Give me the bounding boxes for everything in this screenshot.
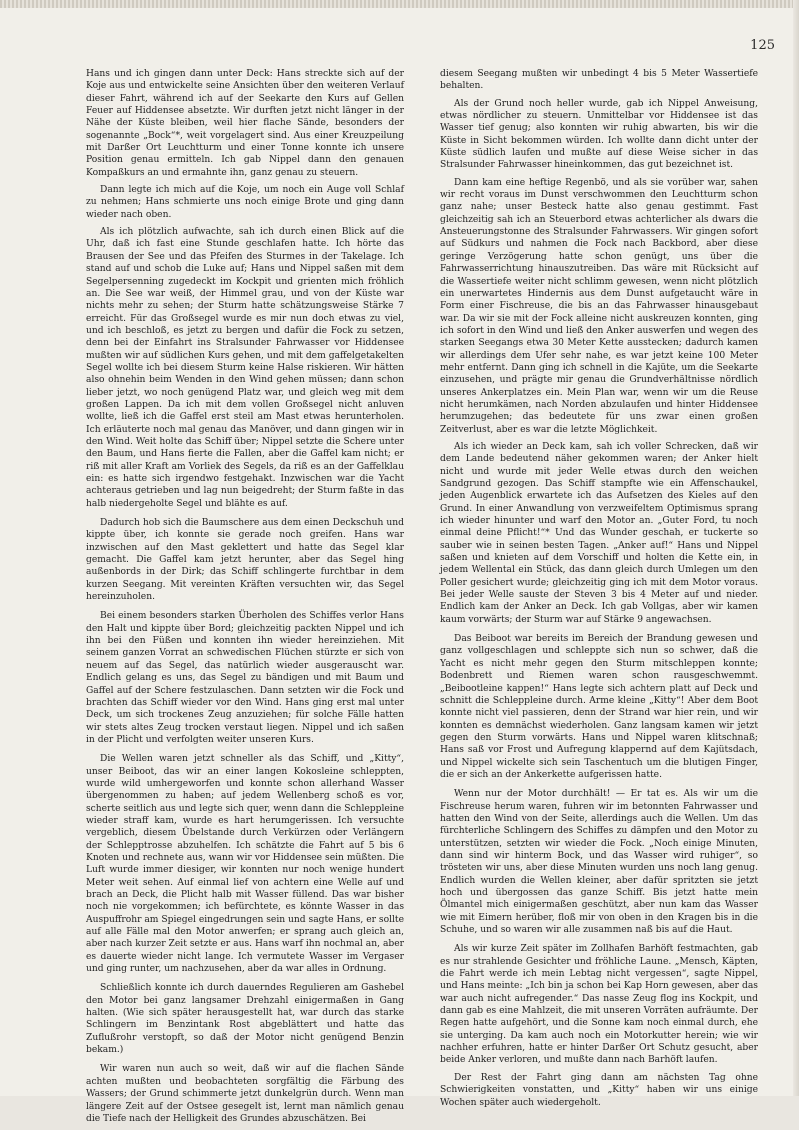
right-column	[440, 68, 758, 1114]
page-number: 125	[750, 38, 775, 53]
paragraph: Die Wellen waren jetzt schneller als das Schiff, und „Kitty“, unser Beiboot, das wir an einer langen Kokosleine schleppten, wurde wild umhergeworfen und konnte schon allerhand Wasser übergenommen zu haben; auf jedem Wellenberg schoß es vor, scherte seitlich aus und legte sich quer, wenn dann die Schleppleine wieder straff kam, wurde es hart herumgerissen. Ich versuchte vergeblich, diesem Übelstande durch Verkürzen oder Verlängern der Schlepptrosse abzuhelfen. Ich schätzte die Fahrt auf 5 bis 6 Knoten und rechnete aus, wann wir vor Hiddensee sein müßten. Die Luft wurde immer diesiger, wir konnten nur noch wenige hundert Meter weit sehen. Auf einmal lief von achtern eine Welle auf und brach an Deck, die Plicht halb mit Wasser füllend. Das war bisher noch nie vorgekommen; ich befürchtete, es könnte Wasser in das Auspuffrohr am Spiegel eingedrungen sein und sagte Hans, er sollte auf alle Fälle mal den Motor anwerfen; er sprang auch gleich an, aber nach kurzer Zeit setzte er aus. Hans warf ihn nochmal an, aber es dauerte wieder nicht lange. Ich vermutete Wasser im Vergaser und ging runter, um nachzusehen, aber da war alles in Ordnung.	[86, 754, 404, 975]
paragraph: Dann legte ich mich auf die Koje, um noch ein Auge voll Schlaf zu nehmen; Hans schmierte uns noch einige Brote und ging dann wieder nach oben.	[86, 185, 404, 220]
paragraph: Dann kam eine heftige Regenbö, und als sie vorüber war, sahen wir recht voraus im Dunst verschwommen den Leuchtturm schon ganz nahe; unser Besteck hatte also genau gestimmt. Fast gleichzeitig sah ich an Steuerbord etwas achterlicher als dwars die Ansteuerungstonne des Stralsunder Fahrwassers. Wir gingen sofort auf Südkurs und nahmen die Fock nach Backbord, aber diese geringe Verzögerung hatte schon genügt, uns über die Fahrwasserrichtung hinauszutreiben. Das wäre mit Rücksicht auf die Wassertiefe weiter nicht schlimm gewesen, wenn nicht plötzlich ein unerwartetes Hindernis aus dem Dunst aufgetaucht wäre in Form einer Fischreuse, die bis an das Fahrwasser hinausgebaut war. Da wir sie mit der Fock alleine nicht auskreuzen konnten, ging ich sofort in den Wind und ließ den Anker auswerfen und wegen des starken Seegangs etwa 30 Meter Kette ausstecken; dadurch kamen wir allerdings dem Ufer sehr nahe, es war jetzt keine 100 Meter mehr entfernt. Dann ging ich schnell in die Kajüte, um die Seekarte einzusehen, und prägte mir genau die Grundverhältnisse nördlich unseres Ankerplatzes ein. Mein Plan war, wenn wir um die Reuse nicht herumkämen, nach Norden abzulaufen und hinter Hiddensee herumzugehen; das bedeutete für uns zwar einen großen Zeitverlust, aber es war die letzte Möglichkeit.	[440, 177, 758, 435]
paragraph: Als wir kurze Zeit später im Zollhafen Barhöft festmachten, gab es nur strahlende Gesichter und fröhliche Laune. „Mensch, Käpten, die Fahrt werde ich mein Lebtag nicht vergessen“, sagte Nippel, und Hans meinte: „Ich bin ja schon bei Kap Horn gewesen, aber das war auch nicht aufregender.“ Das nasse Zeug flog ins Kockpit, und dann gab es eine Mahlzeit, die mit unseren Vorräten aufräumte. Der Regen hatte aufgehört, und die Sonne kam noch einmal durch, ehe sie unterging. Da kam auch noch ein Motorkutter herein; wie wir nachher erfuhren, hatte er hinter Darßer Ort Schutz gesucht, aber beide Anker verloren, und mußte dann nach Barhöft laufen.	[440, 944, 758, 1066]
paragraph: Das Beiboot war bereits im Bereich der Brandung gewesen und ganz vollgeschlagen und schleppte sich nun so schwer, daß die Yacht es nicht mehr gegen den Sturm mitschleppen konnte; Bodenbrett und Riemen waren schon rausgeschwemmt. „Beibootleine kappen!“ Hans legte sich achtern platt auf Deck und schnitt die Schleppleine durch. Arme kleine „Kitty“! Aber dem Boot konnte nicht viel passieren, denn der Strand war hier rein, und wir konnten es demnächst wiederholen. Ganz langsam kamen wir jetzt gegen den Sturm vorwärts. Hans und Nippel waren klitschnaß; Hans saß vor Frost und Aufregung klappernd auf dem Kajütsdach, und Nippel wickelte sich sein Taschentuch um die blutigen Finger, die er sich an der Ankerkette aufgerissen hatte.	[440, 634, 758, 780]
paragraph: Als ich wieder an Deck kam, sah ich voller Schrecken, daß wir dem Lande bedeutend näher gekommen waren; der Anker hielt nicht und wurde mit jeder Welle etwas durch den weichen Sandgrund gezogen. Das Schiff stampfte wie ein Affenschaukel, jeden Augenblick erwartete ich das Aufsetzen des Kieles auf den Grund. In einer Anwandlung von verzweifeltem Optimismus sprang ich wieder hinunter und warf den Motor an. „Guter Ford, tu noch einmal deine Pflicht!“* Und das Wunder geschah, er tuckerte so sauber wie in seinen besten Tagen. „Anker auf!“ Hans und Nippel saßen und knieten auf dem Vorschiff und holten die Kette ein, in jedem Wellental ein Stück, das dann gleich durch Umlegen um den Poller gesichert wurde; gleichzeitig ging ich mit dem Motor voraus. Bei jeder Welle sauste der Steven 3 bis 4 Meter auf und nieder. Endlich kam der Anker an Deck. Ich gab Vollgas, aber wir kamen kaum vorwärts; der Sturm war auf Stärke 9 angewachsen.	[440, 441, 758, 625]
left-column	[86, 68, 404, 1130]
scan-top-edge	[0, 0, 799, 8]
paragraph: Der Rest der Fahrt ging dann am nächsten Tag ohne Schwierigkeiten vonstatten, und „Kitty“ haben wir uns einige Wochen später auch wiedergeholt.	[440, 1072, 758, 1108]
paragraph: Als ich plötzlich aufwachte, sah ich durch einen Blick auf die Uhr, daß ich fast eine Stunde geschlafen hatte. Ich hörte das Brausen der See und das Pfeifen des Sturmes in der Takelage. Ich stand auf und schob die Luke auf; Hans und Nippel saßen mit dem Segelpersenning zugedeckt im Kockpit und grienten mich fröhlich an. Die See war weiß, der Himmel grau, und von der Küste war nichts mehr zu sehen; der Sturm hatte schätzungsweise Stärke 7 erreicht. Für das Großsegel wurde es mir nun doch etwas zu viel, und ich beschloß, es jetzt zu bergen und dafür die Fock zu setzen, denn bei der Einfahrt ins Stralsunder Fahrwasser vor Hiddensee mußten wir auf südlichen Kurs gehen, und mit dem gaffelgetakelten Segel wollte ich bei diesem Sturm keine Halse riskieren. Wir hätten also ohnehin beim Wenden in den Wind gehen müssen; dann schon lieber jetzt, wo noch genügend Platz war, und gleich weg mit dem großen Lappen. Da ich mit dem vollen Großsegel nicht anluven wollte, ließ ich die Gaffel erst steil am Mast etwas herunterholen. Ich erläuterte noch mal genau das Manöver, und dann gingen wir in den Wind. Weit holte das Schiff über; Nippel setzte die Schere unter den Baum, und Hans fierte die Fallen, aber die Gaffel kam nicht; er riß mit aller Kraft am Vorliek des Segels, da riß es an der Gaffelklau ein: es hatte sich irgendwo festgehakt. Inzwischen war die Yacht achteraus getrieben und lag nun beigedreht; der Sturm faßte in das halb niedergeholte Segel und blähte es auf.	[86, 227, 404, 509]
paragraph: Dadurch hob sich die Baumschere aus dem einen Deckschuh und kippte über, ich konnte sie gerade noch greifen. Hans war inzwischen auf den Mast geklettert und hatte das Segel klar gemacht. Die Gaffel kam jetzt herunter, aber das Segel hing außenbords in der Dirk; das Schiff schlingerte furchtbar in dem kurzen Seegang. Mit vereinten Kräften versuchten wir, das Segel hereinzuholen.	[86, 518, 404, 603]
paragraph: diesem Seegang mußten wir unbedingt 4 bis 5 Meter Wassertiefe behalten.	[440, 69, 758, 92]
paragraph: Hans und ich gingen dann unter Deck: Hans streckte sich auf der Koje aus und entwickelte seine Ansichten über den weiteren Verlauf dieser Fahrt, während ich auf der Seekarte den Kurs auf Gellen Feuer auf Hiddensee absetzte. Wir durften jetzt nicht länger in der Nähe der Küste bleiben, weil hier flache Sände, besonders der sogenannte „Bock“*, weit vorgelagert sind. Aus einer Kreuzpeilung mit Darßer Ort Leuchtturm und einer Tonne konnte ich unsere Position genau ermitteln. Ich gab Nippel dann den genauen Kompaßkurs an und ermahnte ihn, ganz genau zu steuern.	[86, 69, 404, 178]
paragraph: Wenn nur der Motor durchhält! — Er tat es. Als wir um die Fischreuse herum waren, fuhren wir im betonnten Fahrwasser und hatten den Wind von der Seite, allerdings auch die Wellen. Um das fürchterliche Schlingern des Schiffes zu dämpfen und den Motor zu unterstützen, setzten wir wieder die Fock. „Noch einige Minuten, dann sind wir hinterm Bock, und das Wasser wird ruhiger“, so trösteten wir uns, aber diese Minuten wurden uns noch lang genug. Endlich wurden die Wellen kleiner, aber dafür spritzten sie jetzt hoch und übergossen das ganze Schiff. Bis jetzt hatte mein Ölmantel mich einigermaßen geschützt, aber nun kam das Wasser wie mit Eimern herüber, floß mir von oben in den Kragen bis in die Schuhe, und so waren wir alle zusammen naß bis auf die Haut.	[440, 789, 758, 936]
page-edge-shadow	[793, 0, 799, 1096]
paragraph: Schließlich konnte ich durch dauerndes Regulieren am Gashebel den Motor bei ganz langsamer Drehzahl einigermaßen in Gang halten. (Wie sich später herausgestellt hat, war durch das starke Schlingern im Benzintank Rost abgeblättert und hatte das Zuflußrohr verstopft, so daß der Motor nicht genügend Benzin bekam.)	[86, 983, 404, 1056]
paragraph: Wir waren nun auch so weit, daß wir auf die flachen Sände achten mußten und beobachteten sorgfältig die Färbung des Wassers; der Grund schimmerte jetzt dunkelgrün durch. Wenn man längere Zeit auf der Ostsee gesegelt ist, lernt man nämlich genau die Tiefe nach der Helligkeit des Grundes abzuschätzen. Bei	[86, 1064, 404, 1124]
paragraph: Bei einem besonders starken Überholen des Schiffes verlor Hans den Halt und kippte über Bord; gleichzeitig packten Nippel und ich ihn bei den Füßen und konnten ihn wieder hereinziehen. Mit seinem ganzen Vorrat an schwedischen Flüchen stürzte er sich von neuem auf das Segel, das natürlich wieder ausgerauscht war. Endlich gelang es uns, das Segel zu bändigen und mit Baum und Gaffel auf der Schere festzulaschen. Dann setzten wir die Fock und brachten das Schiff wieder vor den Wind. Hans ging erst mal unter Deck, um sich trockenes Zeug anzuziehen; für solche Fälle hatten wir stets altes Zeug trocken verstaut liegen. Nippel und ich saßen in der Plicht und verfolgten weiter unseren Kurs.	[86, 611, 404, 745]
paragraph: Als der Grund noch heller wurde, gab ich Nippel Anweisung, etwas nördlicher zu steuern. Unmittelbar vor Hiddensee ist das Wasser tief genug; also konnten wir ruhig abwarten, bis wir die Küste in Sicht bekommen würden. Ich wollte dann dicht unter der Küste südlich laufen und mußte auf diese Weise sicher in das Stralsunder Fahrwasser hineinkommen, das gut bezeichnet ist.	[440, 98, 758, 171]
